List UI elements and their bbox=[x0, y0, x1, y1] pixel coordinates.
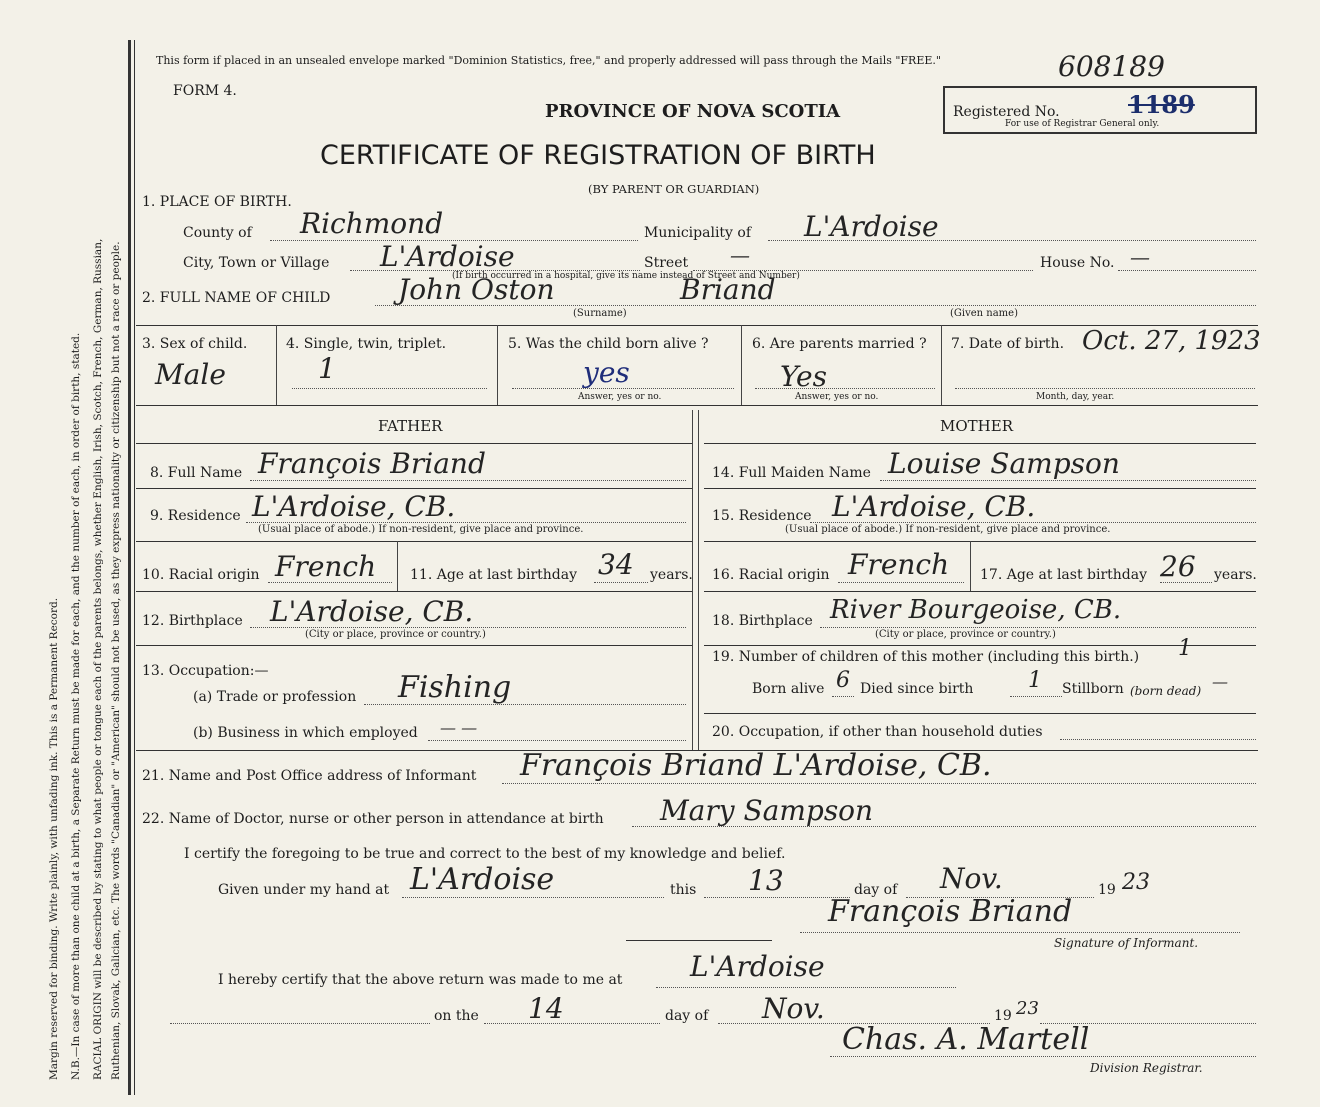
certify-text: I certify the foregoing to be true and correct to the best of my knowledge and belief. bbox=[184, 846, 786, 862]
father-residence-label: 9. Residence bbox=[150, 508, 241, 524]
business-value: — — bbox=[440, 718, 478, 737]
hospital-note: (If birth occurred in a hospital, give its name instead of Street and Number) bbox=[452, 271, 800, 281]
house-label: House No. bbox=[1040, 255, 1115, 271]
registrar-month: Nov. bbox=[762, 992, 825, 1025]
children-value: 1 bbox=[1178, 636, 1192, 661]
born-alive-count: 6 bbox=[836, 668, 850, 693]
date-label: 7. Date of birth. bbox=[951, 336, 1065, 352]
father-name: François Briand bbox=[258, 447, 486, 480]
margin-rule-inner bbox=[134, 40, 135, 1095]
mother-birthplace-note: (City or place, province or country.) bbox=[875, 629, 1056, 640]
mother-years: years. bbox=[1214, 567, 1257, 583]
children-label: 19. Number of children of this mother (including this birth.) bbox=[712, 649, 1140, 665]
father-name-label: 8. Full Name bbox=[150, 465, 243, 481]
child-surname: Briand bbox=[680, 273, 776, 306]
given-place: L'Ardoise bbox=[410, 862, 555, 897]
father-heading: FATHER bbox=[378, 417, 443, 435]
informant-signature: François Briand bbox=[828, 894, 1073, 929]
mother-heading: MOTHER bbox=[940, 417, 1013, 435]
side-note-1: Margin reserved for binding. Write plainly, with unfading ink. This is a Permanent Record. bbox=[48, 597, 60, 1080]
registrar-signature-label: Division Registrar. bbox=[1090, 1061, 1203, 1075]
trade-value: Fishing bbox=[398, 670, 512, 705]
mother-age: 26 bbox=[1160, 550, 1196, 583]
child-given-name: John Oston bbox=[398, 273, 555, 306]
mother-birthplace-label: 18. Birthplace bbox=[712, 613, 813, 629]
place-of-birth-label: 1. PLACE OF BIRTH. bbox=[142, 194, 292, 210]
given-label: Given under my hand at bbox=[218, 882, 390, 898]
born-alive-label: 5. Was the child born alive ? bbox=[508, 336, 709, 352]
registrar-year-prefix: 19 bbox=[994, 1008, 1012, 1024]
side-note-4: Ruthenian, Slovak, Galician, etc. The words "Canadian" or "American" should not be used, as they express nationality or citizenship but not a race or people. bbox=[110, 241, 122, 1080]
top-number: 608189 bbox=[1058, 50, 1165, 83]
trade-label: (a) Trade or profession bbox=[193, 689, 357, 705]
doctor-value: Mary Sampson bbox=[660, 794, 874, 827]
married-value: Yes bbox=[780, 360, 827, 393]
father-racial-label: 10. Racial origin bbox=[142, 567, 260, 583]
registrar-text: I hereby certify that the above return was made to me at bbox=[218, 972, 623, 988]
date-note: Month, day, year. bbox=[1036, 392, 1115, 402]
house-value: — bbox=[1130, 245, 1150, 269]
city-value: L'Ardoise bbox=[380, 240, 515, 273]
stillborn-note: (born dead) bbox=[1130, 684, 1202, 698]
mother-name: Louise Sampson bbox=[888, 447, 1120, 480]
registered-value: 1189 bbox=[1128, 90, 1195, 119]
born-alive-note: Answer, yes or no. bbox=[578, 392, 662, 402]
mother-residence: L'Ardoise, CB. bbox=[832, 490, 1036, 523]
municipality-value: L'Ardoise bbox=[804, 210, 939, 243]
born-alive-value: yes bbox=[583, 356, 630, 389]
sex-label: 3. Sex of child. bbox=[142, 336, 248, 352]
municipality-label: Municipality of bbox=[644, 225, 752, 241]
street-label: Street bbox=[644, 255, 689, 271]
child-name-label: 2. FULL NAME OF CHILD bbox=[142, 290, 331, 306]
registrar-signature: Chas. A. Martell bbox=[842, 1022, 1090, 1057]
mail-notice: This form if placed in an unsealed envelope marked "Dominion Statistics, free," and properly addressed will pass through the Mails "FREE." bbox=[156, 54, 941, 67]
mother-age-label: 17. Age at last birthday bbox=[980, 567, 1148, 583]
doctor-label: 22. Name of Doctor, nurse or other person in attendance at birth bbox=[142, 811, 604, 827]
stillborn-label: Stillborn bbox=[1062, 681, 1124, 697]
married-label: 6. Are parents married ? bbox=[752, 336, 927, 352]
single-value: 1 bbox=[318, 352, 336, 385]
father-residence-note: (Usual place of abode.) If non-resident, give place and province. bbox=[258, 524, 584, 535]
registrar-day-of: day of bbox=[665, 1008, 709, 1024]
city-label: City, Town or Village bbox=[183, 255, 330, 271]
mother-racial-label: 16. Racial origin bbox=[712, 567, 830, 583]
province-heading: PROVINCE OF NOVA SCOTIA bbox=[545, 101, 841, 122]
mother-residence-label: 15. Residence bbox=[712, 508, 812, 524]
year-prefix: 19 bbox=[1098, 882, 1116, 898]
father-racial: French bbox=[275, 550, 377, 583]
father-age-label: 11. Age at last birthday bbox=[410, 567, 578, 583]
father-birthplace-label: 12. Birthplace bbox=[142, 613, 243, 629]
registrar-place: L'Ardoise bbox=[690, 950, 825, 983]
father-residence: L'Ardoise, CB. bbox=[252, 490, 456, 523]
registered-label: Registered No. bbox=[953, 104, 1060, 120]
mother-birthplace: River Bourgeoise, CB. bbox=[830, 595, 1122, 625]
margin-rule bbox=[128, 40, 131, 1095]
mother-residence-note: (Usual place of abode.) If non-resident, give place and province. bbox=[785, 524, 1111, 535]
date-value: Oct. 27, 1923 bbox=[1082, 326, 1261, 356]
surname-note: (Surname) bbox=[573, 308, 627, 319]
mother-racial: French bbox=[848, 548, 950, 581]
registrar-year: 23 bbox=[1016, 998, 1039, 1019]
certificate-subtitle: (BY PARENT OR GUARDIAN) bbox=[588, 182, 760, 196]
county-value: Richmond bbox=[300, 207, 444, 240]
born-alive-count-label: Born alive bbox=[752, 681, 825, 697]
sex-value: Male bbox=[155, 358, 226, 391]
married-note: Answer, yes or no. bbox=[795, 392, 879, 402]
died-value: 1 bbox=[1028, 668, 1042, 693]
mother-name-label: 14. Full Maiden Name bbox=[712, 465, 871, 481]
business-label: (b) Business in which employed bbox=[193, 725, 418, 741]
registered-box bbox=[943, 86, 1257, 134]
father-birthplace: L'Ardoise, CB. bbox=[270, 595, 474, 628]
mother-occupation-label: 20. Occupation, if other than household duties bbox=[712, 724, 1043, 740]
registrar-day: 14 bbox=[528, 992, 564, 1025]
county-label: County of bbox=[183, 225, 252, 241]
given-year: 23 bbox=[1122, 870, 1150, 895]
given-day: 13 bbox=[748, 864, 784, 897]
side-note-2: N.B.—In case of more than one child at a birth, a Separate Return must be made for each, and the number of each, in order of birth, stated. bbox=[70, 332, 82, 1080]
registrar-note: For use of Registrar General only. bbox=[1005, 119, 1160, 129]
given-name-note: (Given name) bbox=[950, 308, 1018, 319]
informant-label: 21. Name and Post Office address of Informant bbox=[142, 768, 477, 784]
form-number: FORM 4. bbox=[173, 83, 237, 99]
single-label: 4. Single, twin, triplet. bbox=[286, 336, 447, 352]
certificate-title: CERTIFICATE OF REGISTRATION OF BIRTH bbox=[320, 140, 876, 171]
on-the-label: on the bbox=[434, 1008, 479, 1024]
informant-value: François Briand L'Ardoise, CB. bbox=[520, 748, 992, 783]
father-age: 34 bbox=[598, 548, 634, 581]
stillborn-value: — bbox=[1212, 672, 1228, 691]
informant-signature-label: Signature of Informant. bbox=[1054, 936, 1199, 950]
street-value: — bbox=[730, 243, 750, 267]
died-label: Died since birth bbox=[860, 681, 974, 697]
this-label: this bbox=[670, 882, 697, 898]
day-of-label: day of bbox=[854, 882, 898, 898]
occupation-label: 13. Occupation:— bbox=[142, 663, 269, 679]
side-note-3: RACIAL ORIGIN will be described by stating to what people or tongue each of the parents belongs, whether English, Irish, Scotch, French, German, Russian, bbox=[92, 238, 104, 1080]
father-birthplace-note: (City or place, province or country.) bbox=[305, 629, 486, 640]
father-years: years. bbox=[650, 567, 693, 583]
given-month: Nov. bbox=[940, 862, 1003, 895]
